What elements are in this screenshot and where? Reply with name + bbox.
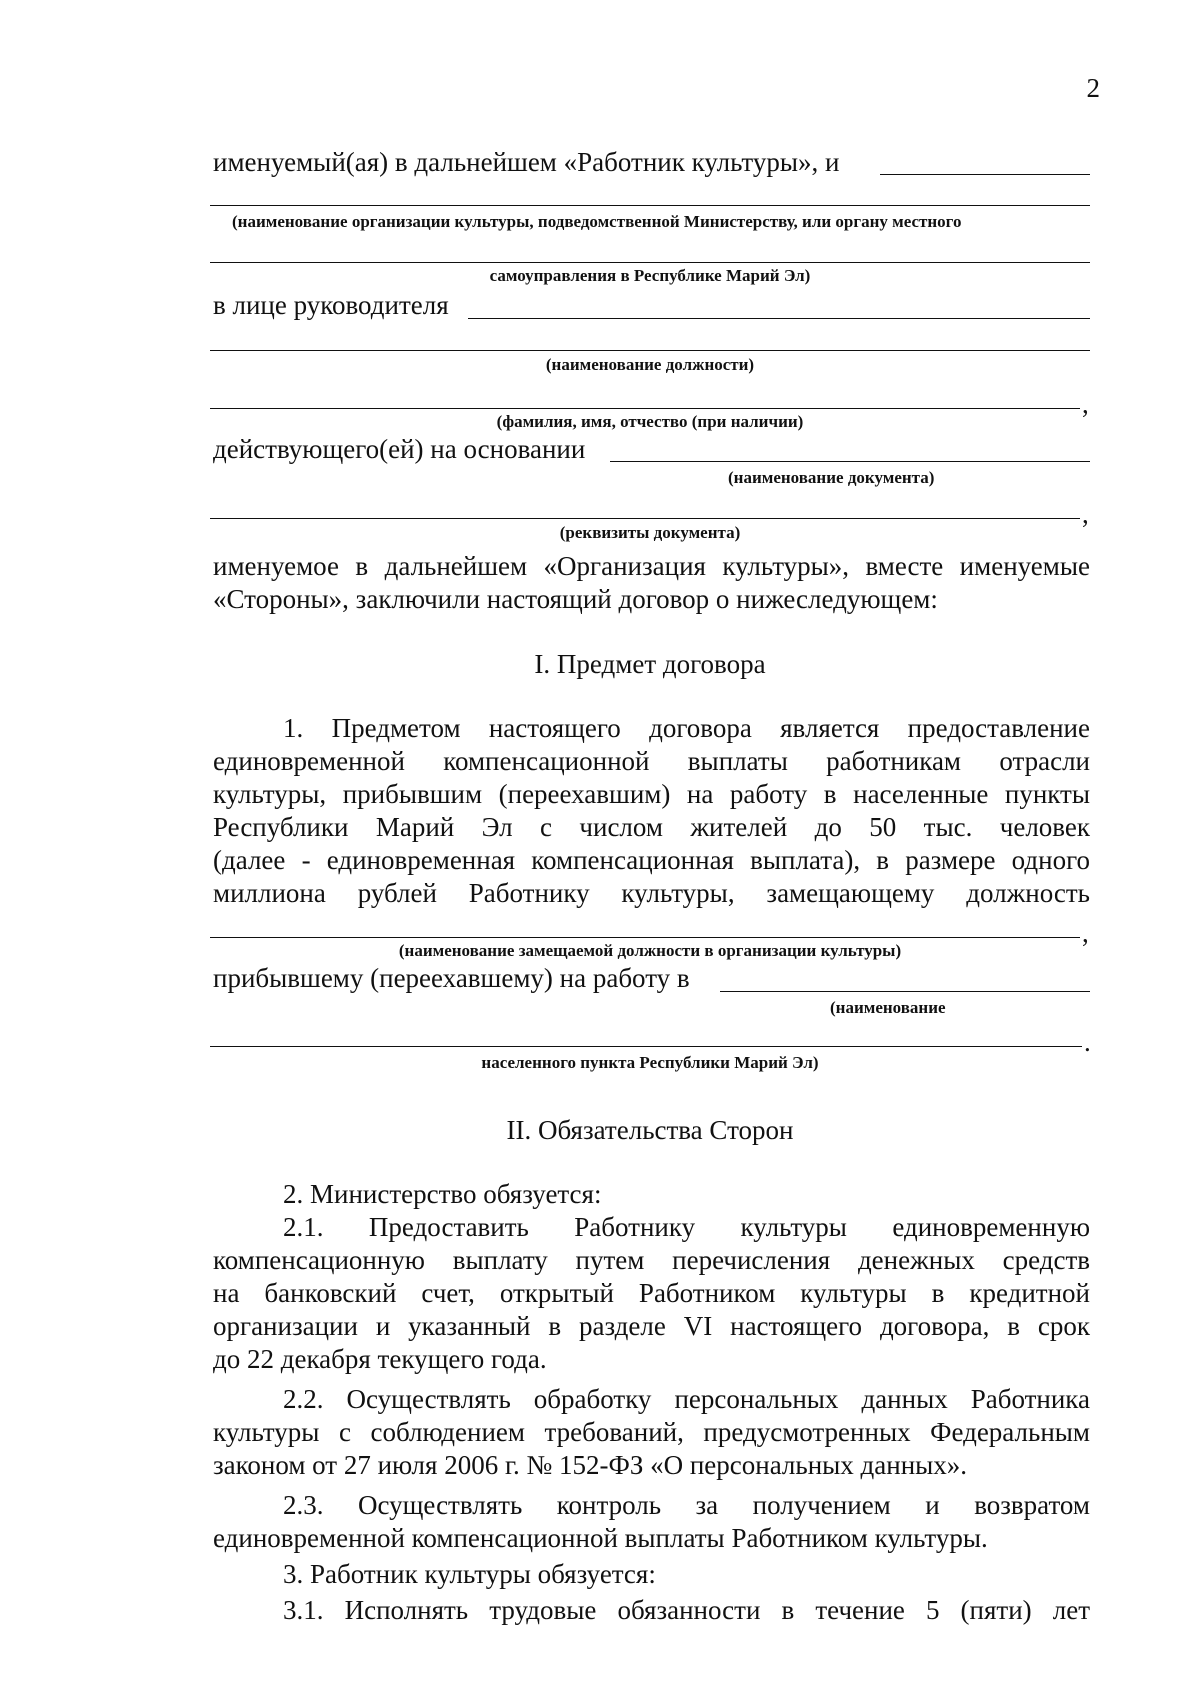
- hint-position: (наименование должности): [545, 355, 755, 374]
- blank-line: [210, 350, 1090, 351]
- hint-document: (наименование документа): [728, 468, 935, 487]
- blank-line: [210, 937, 1080, 938]
- hint-organization-2: самоуправления в Республике Марий Эл): [489, 266, 811, 285]
- paragraph-line: компенсационную выплату путем перечисления денежных средств: [213, 1245, 1090, 1275]
- paragraph-line: культуры с соблюдением требований, предусмотренных Федеральным: [213, 1417, 1090, 1447]
- blank-line: [210, 205, 1090, 206]
- head-label: в лице руководителя: [213, 290, 449, 320]
- paragraph-line: организации и указанный в разделе VI настоящего договора, в срок: [213, 1311, 1090, 1341]
- blank-line: [468, 318, 1090, 319]
- period: .: [1084, 1027, 1091, 1057]
- blank-line: [210, 518, 1080, 519]
- paragraph-line: 3.1. Исполнять трудовые обязанности в течение 5 (пяти) лет: [283, 1595, 1090, 1625]
- paragraph-line: 2.2. Осуществлять обработку персональных данных Работника: [283, 1384, 1090, 1414]
- hint-settlement: населенного пункта Республики Марий Эл): [481, 1053, 819, 1072]
- comma: ,: [1082, 918, 1089, 948]
- hint-organization-1: (наименование организации культуры, подведомственной Министерству, или органу местного: [232, 212, 962, 231]
- paragraph-line: 1. Предметом настоящего договора является предоставление: [283, 713, 1090, 743]
- arrived-label: прибывшему (переехавшему) на работу в: [213, 963, 690, 993]
- section-title: II. Обязательства Сторон: [506, 1115, 794, 1145]
- paragraph-line: единовременной компенсационной выплаты работникам отрасли: [213, 746, 1090, 776]
- paragraph-line: единовременной компенсационной выплаты Работником культуры.: [213, 1523, 988, 1553]
- blank-line: [210, 1046, 1082, 1047]
- paragraph-line: 2.3. Осуществлять контроль за получением и возвратом: [283, 1490, 1090, 1520]
- named-line-1: именуемое в дальнейшем «Организация культуры», вместе именуемые: [213, 551, 1090, 581]
- blank-line: [880, 174, 1090, 175]
- paragraph-line: законом от 27 июля 2006 г. № 152-ФЗ «О персональных данных».: [213, 1450, 968, 1480]
- page-number: 2: [1086, 73, 1100, 103]
- paragraph-line: 2. Министерство обязуется:: [283, 1179, 602, 1209]
- section-title: I. Предмет договора: [534, 649, 766, 679]
- paragraph-line: (далее - единовременная компенсационная выплата), в размере одного: [213, 845, 1090, 875]
- blank-line: [210, 262, 1090, 263]
- paragraph-line: культуры, прибывшим (переехавшим) на работу в населенные пункты: [213, 779, 1090, 809]
- paragraph-line: 2.1. Предоставить Работнику культуры единовременную: [283, 1212, 1090, 1242]
- hint-requisites: (реквизиты документа): [559, 523, 741, 542]
- comma: ,: [1082, 389, 1089, 419]
- paragraph-line: на банковский счет, открытый Работником культуры в кредитной: [213, 1278, 1090, 1308]
- blank-line: [720, 991, 1090, 992]
- intro-line: именуемый(ая) в дальнейшем «Работник культуры», и: [213, 147, 840, 177]
- blank-line: [210, 408, 1080, 409]
- paragraph-line: до 22 декабря текущего года.: [213, 1344, 547, 1374]
- named-line-2: «Стороны», заключили настоящий договор о нижеследующем:: [213, 584, 938, 614]
- hint-fio: (фамилия, имя, отчество (при наличии): [496, 412, 804, 431]
- paragraph-line: Республики Марий Эл с числом жителей до 50 тыс. человек: [213, 812, 1090, 842]
- paragraph-line: миллиона рублей Работнику культуры, замещающему должность: [213, 878, 1090, 908]
- hint-name: (наименование: [830, 998, 946, 1017]
- paragraph-line: 3. Работник культуры обязуется:: [283, 1559, 656, 1589]
- acting-label: действующего(ей) на основании: [213, 434, 586, 464]
- comma: ,: [1082, 499, 1089, 529]
- hint-post: (наименование замещаемой должности в организации культуры): [398, 941, 902, 960]
- blank-line: [610, 461, 1090, 462]
